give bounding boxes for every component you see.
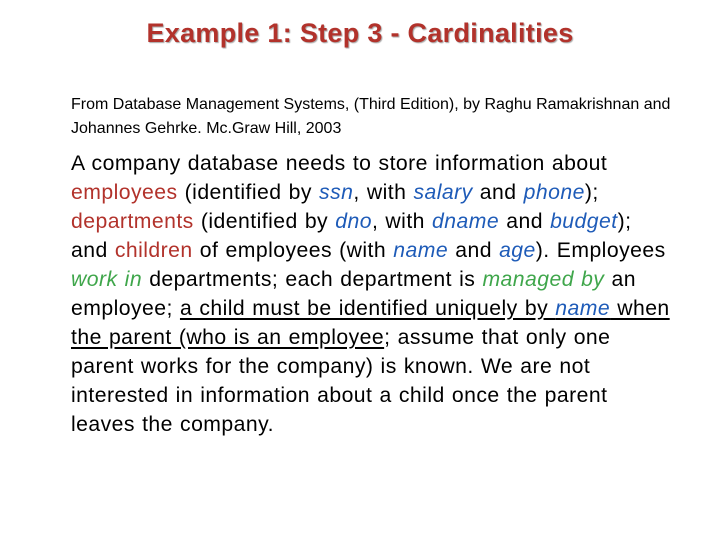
problem-description — [71, 149, 671, 439]
text-segment: ). Employees — [535, 239, 666, 262]
text-segment: ; assume that only one parent works for the company) is known. We are not interested in information about a child once the parent leaves the company. — [71, 326, 611, 436]
attribute-budget: budget — [550, 210, 618, 233]
text-segment: ); and — [71, 210, 632, 262]
text-segment: departments; each department is — [142, 268, 483, 291]
text-segment: of employees (with — [192, 239, 394, 262]
text-segment: (identified by — [177, 181, 320, 204]
text-segment: and — [448, 239, 500, 262]
relationship-managed-by: managed by — [482, 268, 605, 291]
entity-children: children — [114, 239, 193, 262]
text-segment: A company database needs to store information about — [71, 152, 608, 175]
source-citation: From Database Management Systems, (Third Edition), by Raghu Ramakrishnan and Johannes Gehrke. Mc.Graw Hill, 2003 — [71, 96, 671, 137]
text-segment: and — [472, 181, 524, 204]
attribute-partial-key-name: name — [555, 297, 611, 320]
text-segment: a child must be identified uniquely by — [179, 297, 556, 320]
attribute-dno: dno — [335, 210, 372, 233]
entity-employees: employees — [71, 181, 178, 204]
attribute-name: name — [393, 239, 449, 262]
attribute-ssn: ssn — [319, 181, 354, 204]
text-segment: when the parent (who is an employee — [71, 297, 670, 349]
text-segment: and — [499, 210, 551, 233]
attribute-phone: phone — [523, 181, 585, 204]
attribute-salary: salary — [413, 181, 473, 204]
entity-departments: departments — [71, 210, 194, 233]
attribute-age: age — [499, 239, 536, 262]
relationship-work-in: work in — [71, 268, 143, 291]
attribute-dname: dname — [432, 210, 500, 233]
text-segment: , with — [371, 210, 433, 233]
text-segment: (identified by — [193, 210, 336, 233]
text-segment: an employee; — [71, 268, 636, 320]
text-segment: ); — [584, 181, 599, 204]
text-segment: , with — [353, 181, 414, 204]
slide-title: Example 1: Step 3 - Cardinalities — [146, 18, 574, 48]
